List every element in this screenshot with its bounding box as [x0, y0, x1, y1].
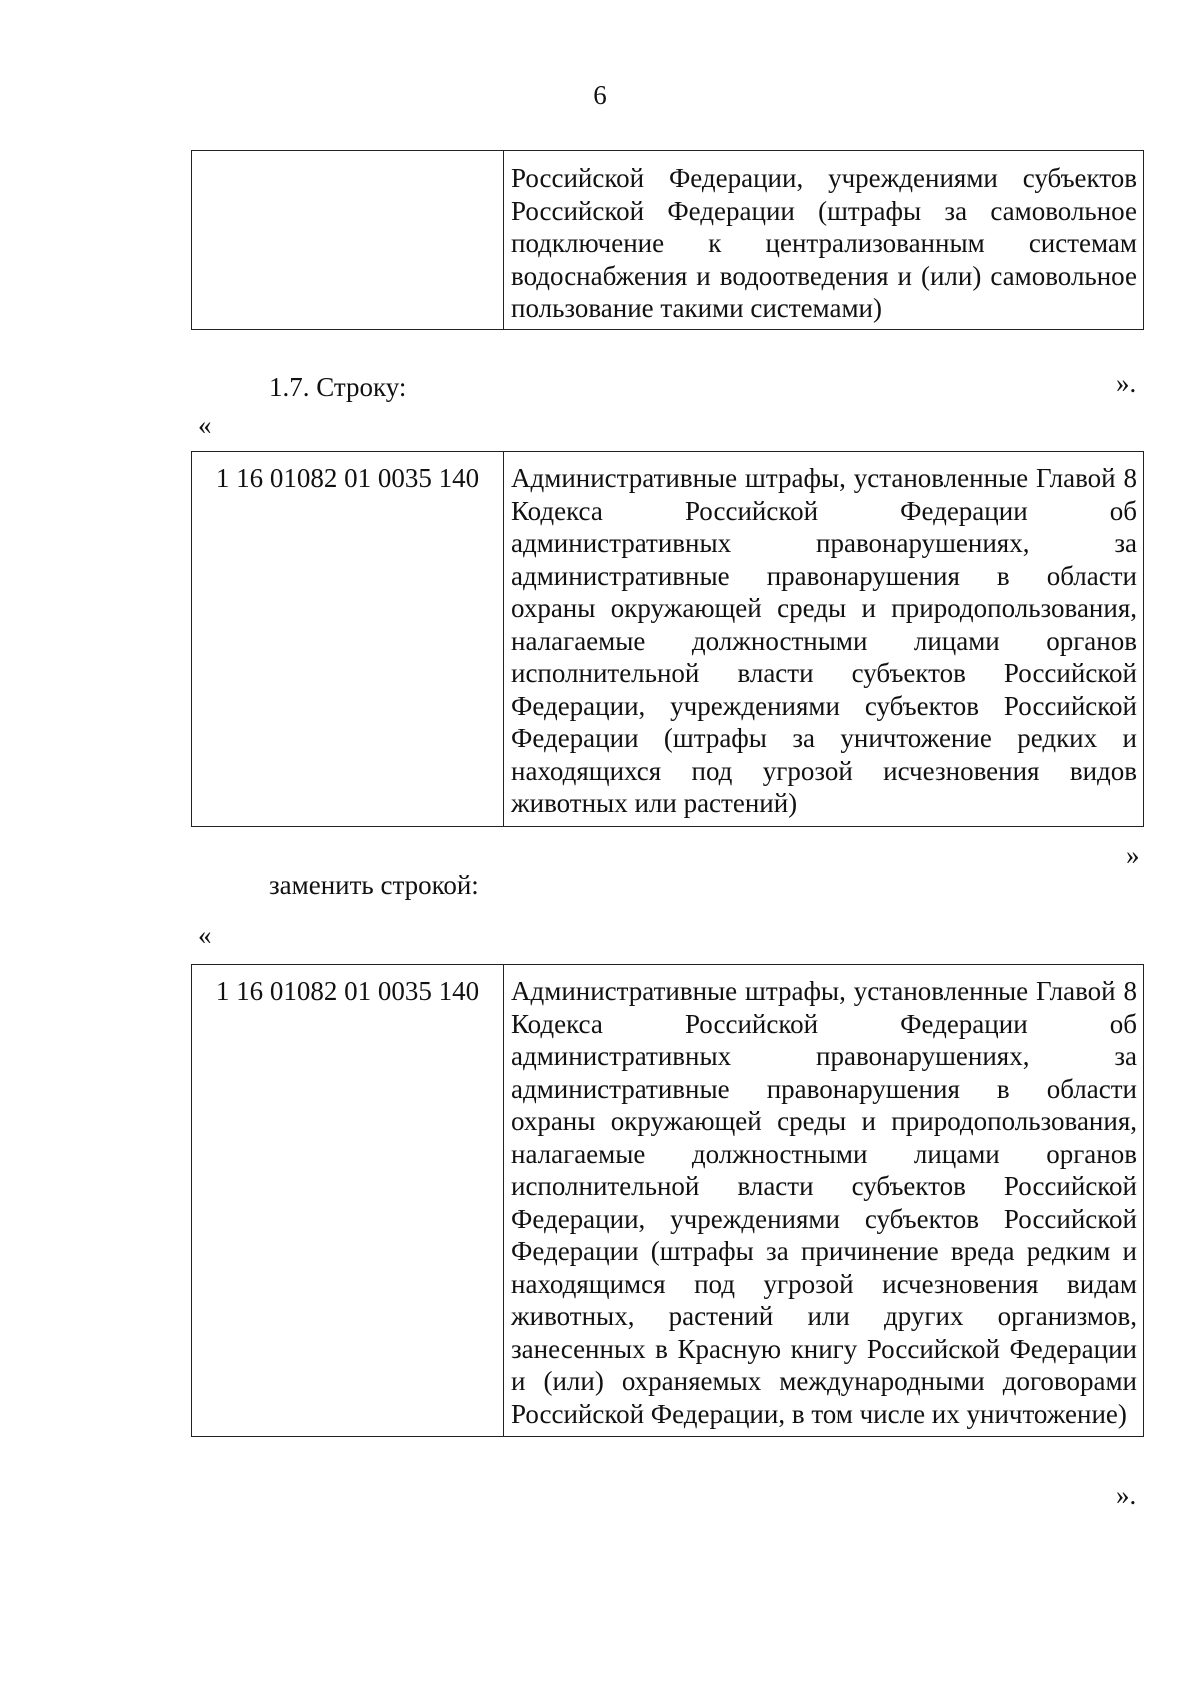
page-number: 6	[593, 80, 607, 110]
opening-quote: «	[198, 410, 212, 440]
description-cell: Административные штрафы, установленные Главой 8 Кодекса Российской Федерации об административных правонарушениях, за административные правонарушения в области охраны окружающей среды и природопользования, налагаемые должностными лицами органов исполнительной власти субъектов Российской Федерации, учреждениями субъектов Российской Федерации (штрафы за причинение вреда редким и находящимся под угрозой исчезновения видам животных, растений или других организмов, занесенных в Красную книгу Российской Федерации и (или) охраняемых международными договорами Российской Федерации, в том числе их уничтожение)	[504, 965, 1144, 1437]
item-heading: 1.7. Строку:	[269, 372, 407, 402]
table-row	[192, 965, 1144, 1437]
table-old-row	[191, 451, 1144, 827]
budget-code-cell: 1 16 01082 01 0035 140	[192, 965, 504, 1437]
closing-quote: ».	[1116, 368, 1137, 398]
budget-code-cell: 1 16 01082 01 0035 140	[192, 452, 504, 827]
description-cell: Административные штрафы, установленные Главой 8 Кодекса Российской Федерации об административных правонарушениях, за административные правонарушения в области охраны окружающей среды и природопользования, налагаемые должностными лицами органов исполнительной власти субъектов Российской Федерации, учреждениями субъектов Российской Федерации (штрафы за уничтожение редких и находящихся под угрозой исчезновения видов животных или растений)	[504, 452, 1144, 827]
table-row	[192, 151, 1144, 330]
replace-instruction: заменить строкой:	[269, 870, 479, 900]
budget-code-cell	[192, 151, 504, 330]
table-new-row	[191, 964, 1144, 1437]
closing-quote: ».	[1116, 1480, 1137, 1510]
description-cell: Российской Федерации, учреждениями субъектов Российской Федерации (штрафы за самовольное подключение к централизованным системам водоснабжения и водоотведения и (или) самовольное пользование такими системами)	[504, 151, 1144, 330]
closing-quote: »	[1126, 840, 1140, 870]
opening-quote: «	[198, 920, 212, 950]
table-row	[192, 452, 1144, 827]
table-continuation	[191, 150, 1144, 330]
